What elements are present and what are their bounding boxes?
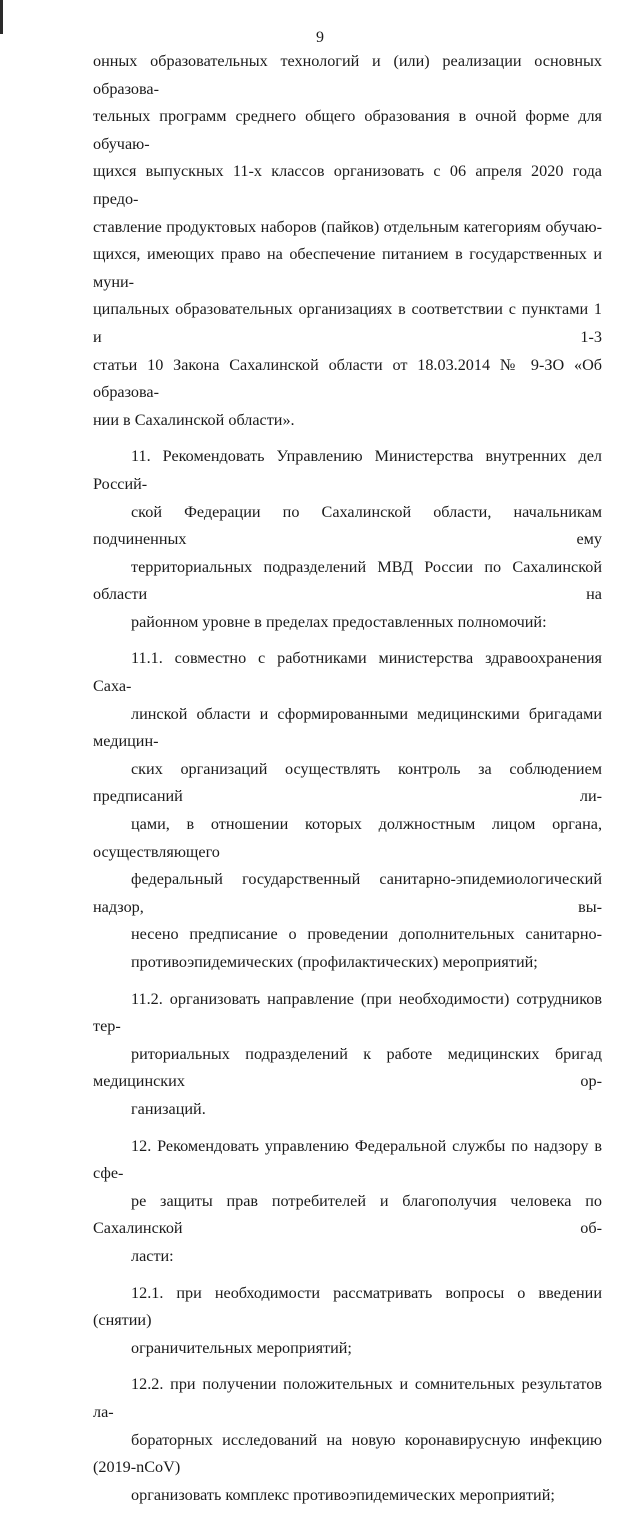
text-line: 11.2. организовать направление (при необходимости) сотрудников тер- xyxy=(93,989,602,1036)
text-line: ставление продуктовых наборов (пайков) отдельным категориям обучаю- xyxy=(93,217,602,236)
text-line: 11. Рекомендовать Управлению Министерства внутренних дел Россий- xyxy=(93,447,602,493)
text-line: линской области и сформированными медицинскими бригадами медицин- xyxy=(93,704,602,751)
text-line: 12. Рекомендовать управлению Федеральной службы по надзору в сфе- xyxy=(93,1136,602,1183)
text-line: федеральный государственный санитарно-эпидемиологический надзор, вы- xyxy=(93,870,602,916)
text-line: 11.1. совместно с работниками министерства здравоохранения Саха- xyxy=(93,649,602,696)
paragraph xyxy=(93,986,602,1124)
paragraph xyxy=(93,1371,602,1509)
text-line: риториальных подразделений к работе медицинских бригад медицинских ор- xyxy=(93,1044,602,1091)
text-line: несено предписание о проведении дополнительных санитарно- xyxy=(131,925,602,944)
paragraph xyxy=(93,1133,602,1271)
text-line: цами, в отношении которых должностным лицом органа, осуществляющего xyxy=(93,815,602,861)
text-line: ской Федерации по Сахалинской области, начальникам подчиненных ему xyxy=(93,502,602,549)
text-line: ограничительных мероприятий; xyxy=(131,1338,352,1357)
text-line: бораторных исследований на новую коронавирусную инфекцию (2019-nCoV) xyxy=(93,1430,602,1477)
paragraph xyxy=(93,443,602,636)
text-line: 12.2. при получении положительных и сомнительных результатов ла- xyxy=(93,1375,602,1421)
text-line: ципальных образовательных организациях в соответствии с пунктами 1 и 1-3 xyxy=(93,300,602,346)
text-line: тельных программ среднего общего образования в очной форме для обучаю- xyxy=(93,107,602,153)
paragraph xyxy=(93,645,602,976)
text-line: 12.1. при необходимости рассматривать вопросы о введении (снятии) xyxy=(93,1283,602,1330)
page-number: 9 xyxy=(316,29,324,46)
text-line: щихся выпускных 11-х классов организовать с 06 апреля 2020 года предо- xyxy=(93,162,602,208)
text-line: ских организаций осуществлять контроль за соблюдением предписаний ли- xyxy=(93,759,602,806)
document-body xyxy=(93,48,602,1518)
text-line: онных образовательных технологий и (или) реализации основных образова- xyxy=(93,52,602,98)
text-line: статьи 10 Закона Сахалинской области от 18.03.2014 № 9-ЗО «Об образова- xyxy=(93,355,602,402)
paragraph xyxy=(93,48,602,434)
text-line: ганизаций. xyxy=(131,1099,206,1118)
text-line: ре защиты прав потребителей и благополучия человека по Сахалинской об- xyxy=(93,1191,602,1238)
text-line: противоэпидемических (профилактических) мероприятий; xyxy=(131,953,538,971)
text-line: щихся, имеющих право на обеспечение питанием в государственных и муни- xyxy=(93,245,602,291)
text-line: районном уровне в пределах предоставленных полномочий: xyxy=(131,612,547,631)
text-line: нии в Сахалинской области». xyxy=(93,410,295,429)
text-line: ласти: xyxy=(131,1246,174,1265)
paragraph xyxy=(93,1280,602,1363)
text-line: организовать комплекс противоэпидемических мероприятий; xyxy=(131,1485,555,1504)
text-line: территориальных подразделений МВД России по Сахалинской области на xyxy=(93,557,602,604)
